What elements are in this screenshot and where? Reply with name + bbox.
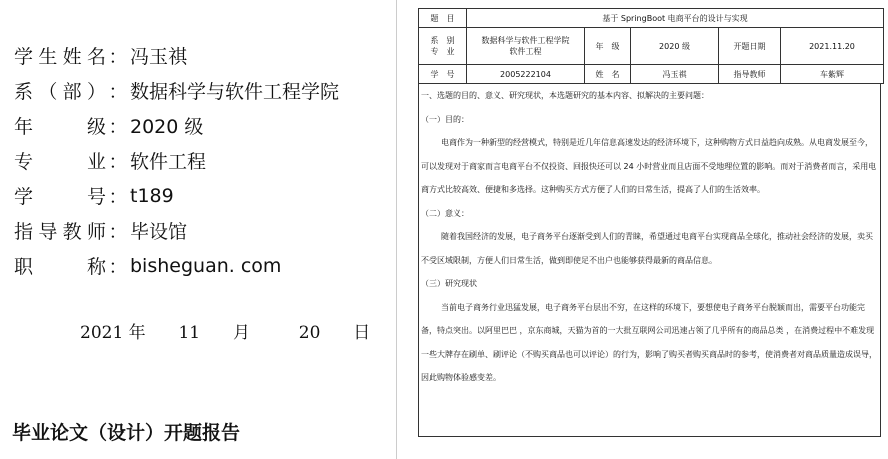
proposal-content [418,84,881,437]
dept-major-label [419,28,467,65]
info-label: 职 称 [14,256,106,278]
dept-label: 系 别 [430,36,455,45]
info-row-name: 学生姓名 ： 冯玉祺 [14,38,339,73]
date-year: 2021 [80,323,124,343]
advisor-label: 指导教师 [719,65,781,84]
name-label: 姓 名 [585,65,631,84]
advisor-value: 车紫辉 [781,65,884,84]
major-label: 专 业 [430,47,455,56]
date-month-unit: 月 [232,323,250,343]
info-label: 学生姓名 [14,46,106,68]
info-row-major: 专 业 ： 软件工程 [14,143,339,178]
content-intro: 一、选题的目的、意义、研究现状，本选题研究的基本内容、拟解决的主要问题： [421,91,709,100]
major-value: 软件工程 [509,47,542,56]
dept-value: 数据科学与软件工程学院 [481,36,570,45]
section-heading: （一）目的： [421,114,469,124]
section-paragraph: 随着我国经济的发展，电子商务平台逐渐受到人们的青睐，希望通过电商平台实现商品全球化，推动社会经济的发展，卖买不受区域限制，方便人们日常生活，做到即使足不出户也能够获得最新的商品信息。 [421,232,873,265]
info-label: 学 号 [14,186,106,208]
date-year-unit: 年 [128,323,146,343]
info-value: 软件工程 [130,151,207,173]
section-paragraph: 当前电子商务行业迅猛发展，电子商务平台层出不穷，在这样的环境下，要想使电子商务平台脱颖而出，需要平台功能完备，特点突出。以阿里巴巴 ，京东商城，天猫为首的一大批互联网公司迅速占领了几乎所有的商品总类 ，在消费过程中不难发现一些大牌存在刷单、刷评论（不购买商品也可以评论）的行为，影响了购买者购买商品时的参考，使消费者对商品质量造成误导，因此购物体验感变差。 [421,302,877,382]
section-heading: （三）研究现状 [421,279,477,288]
document-title: 毕业论文（设计）开题报告 [12,422,241,444]
info-row-department: 系（部） ： 数据科学与软件工程学院 [14,73,339,108]
dept-major-value [467,28,585,65]
date-month: 11 [178,323,201,343]
grade-value: 2020 级 [631,28,719,65]
date-day-unit: 日 [353,323,371,343]
cover-page [0,0,400,459]
info-row-advisor: 指导教师 ： 毕设馆 [14,213,339,248]
info-label: 指导教师 [14,221,106,243]
name-value: 冯玉祺 [631,65,719,84]
date-day: 20 [298,323,321,343]
info-label: 专 业 [14,151,106,173]
info-label: 年 级 [14,116,106,138]
info-value: 数据科学与软件工程学院 [130,81,340,103]
info-row-grade: 年 级 ： 2020 级 [14,108,339,143]
id-label: 学 号 [419,65,467,84]
report-date [80,318,370,343]
topic-label: 题 目 [419,9,467,28]
info-value: 2020 级 [130,116,204,138]
page-divider [396,0,397,459]
info-row-title: 职 称 ： bisheguan. com [14,248,339,283]
proposal-info-table [418,8,884,84]
info-label: 系（部） [14,81,106,103]
start-date-label: 开题日期 [719,28,781,65]
proposal-page [418,8,883,437]
info-row-student-id: 学 号 ： t189 [14,178,339,213]
grade-label: 年 级 [585,28,631,65]
info-value: 毕设馆 [130,221,188,243]
info-value: t189 [130,184,174,207]
info-value: 冯玉祺 [130,46,188,68]
topic-value: 基于 SpringBoot 电商平台的设计与实现 [467,9,884,28]
start-date-value: 2021.11.20 [781,28,884,65]
info-value: bisheguan. com [130,254,282,277]
section-heading: （二）意义： [421,208,469,218]
student-info [14,38,339,283]
section-paragraph: 电商作为一种新型的经营模式，特别是近几年信息高速发达的经济环境下，这种购物方式日益趋向成熟。从电商发展至今，可以发现对于商家而言电商平台不仅投资、回报快还可以 24 小时营业而且店面不受地理位置的影响。而对于消费者而言，采用电商方式比较高效、便捷和多选择。这种购买方式方便了人们的日常生活，提高了人们的生活效率。 [421,138,877,194]
id-value: 2005222104 [467,65,585,84]
